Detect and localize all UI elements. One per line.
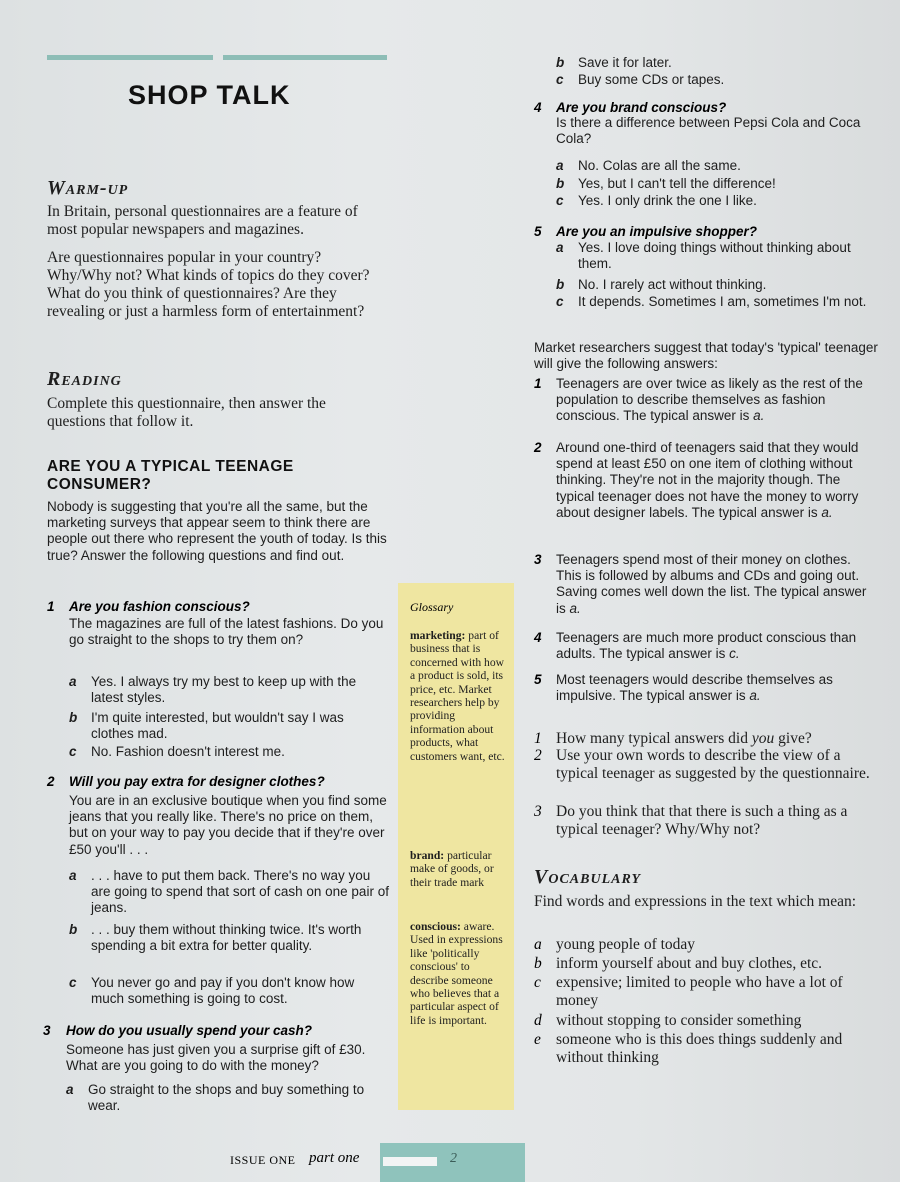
glossary-box xyxy=(398,583,514,1110)
option-1c xyxy=(69,744,389,760)
option-3a xyxy=(66,1082,388,1114)
option-letter: a xyxy=(556,240,564,255)
footer-issue: ISSUE ONE xyxy=(230,1153,296,1167)
warmup-paragraph-2: Are questionnaires popular in your country? Why/Why not? What kinds of topics do they cover? What do you think of questionnaires? Are they revealing or just a harmless form of entertainment? xyxy=(47,249,370,320)
vocab-letter-c: c xyxy=(534,974,541,991)
option-text: Yes. I always try my best to keep up with the latest styles. xyxy=(91,674,357,706)
option-3b xyxy=(556,55,876,71)
option-letter: c xyxy=(556,294,564,309)
question-number: 1 xyxy=(47,599,55,614)
followup-text: How many typical answers did xyxy=(556,730,752,747)
question-body: You are in an exclusive boutique when you find some jeans that you really like. There's no price on them, but on your way to pay you decide that if they're over £50 you'll . . . xyxy=(69,793,387,857)
result-number-4: 4 xyxy=(534,630,542,645)
glossary-definition: part of business that is concerned with how a product is sold, its price, etc. Market researchers help by providing information about products, what customers want, etc. xyxy=(410,629,505,763)
warmup-heading: Warm-up xyxy=(47,177,129,199)
option-letter: b xyxy=(556,55,565,70)
option-5a xyxy=(556,240,881,272)
option-3c xyxy=(556,72,876,88)
option-text: Yes. I only drink the one I like. xyxy=(578,193,757,208)
option-letter: a xyxy=(66,1082,74,1097)
reading-paragraph: Complete this questionnaire, then answer the questions that follow it. xyxy=(47,395,326,430)
option-5b xyxy=(556,277,881,293)
header-rule-left xyxy=(47,55,213,60)
option-text: Yes, but I can't tell the difference! xyxy=(578,176,776,191)
result-4 xyxy=(556,630,878,662)
glossary-title: Glossary xyxy=(410,600,454,614)
option-text: . . . buy them without thinking twice. It's worth spending a bit extra for better quality. xyxy=(91,922,362,954)
followup-number-2: 2 xyxy=(534,747,542,764)
vocab-item-e: someone who is this does things suddenly and without thinking xyxy=(556,1031,843,1066)
vocab-letter-a: a xyxy=(534,936,542,953)
option-2b xyxy=(69,922,389,954)
question-3 xyxy=(40,1023,392,1123)
option-4c xyxy=(556,193,881,209)
result-answer: c. xyxy=(729,646,740,662)
option-letter: a xyxy=(556,158,564,173)
result-5 xyxy=(556,672,878,704)
option-text: Buy some CDs or tapes. xyxy=(578,72,725,87)
option-letter: b xyxy=(69,922,78,937)
option-letter: b xyxy=(556,176,565,191)
option-2a xyxy=(69,868,389,917)
questionnaire-intro: Nobody is suggesting that you're all the same, but the marketing surveys that appear seem to think there are people out there who represent the youth of today. Is this true? Answer the following questions and find out. xyxy=(47,499,387,563)
question-body: Someone has just given you a surprise gift of £30. What are you going to do with the money? xyxy=(66,1042,366,1074)
question-number: 2 xyxy=(47,774,55,789)
questionnaire-title: ARE YOU A TYPICAL TEENAGE CONSUMER? xyxy=(47,458,294,493)
result-number-5: 5 xyxy=(534,672,542,687)
followup-question-2: Use your own words to describe the view of a typical teenager as suggested by the questionnaire. xyxy=(556,747,870,782)
result-text: Around one-third of teenagers said that they would spend at least £50 on one item of clothing without thinking. They're not in the majority though. The typical teenager does not have the money to worry about designer labels. The typical answer is xyxy=(556,440,859,520)
option-text: No. I rarely act without thinking. xyxy=(578,277,767,292)
question-body: Is there a difference between Pepsi Cola and Coca Cola? xyxy=(556,115,861,147)
result-2 xyxy=(556,440,878,521)
option-1b xyxy=(69,710,389,742)
option-text: No. Colas are all the same. xyxy=(578,158,741,173)
option-text: Go straight to the shops and buy something to wear. xyxy=(88,1082,365,1114)
option-letter: c xyxy=(69,975,77,990)
vocab-item-a: young people of today xyxy=(556,936,696,953)
option-text: Save it for later. xyxy=(578,55,672,70)
followup-question-3: Do you think that that there is such a thing as a typical teenager? Why/Why not? xyxy=(556,803,848,838)
option-2c xyxy=(69,975,389,1007)
results-intro: Market researchers suggest that today's 'typical' teenager will give the following answers: xyxy=(534,340,878,372)
question-2 xyxy=(47,774,392,1014)
option-text: It depends. Sometimes I am, sometimes I'm not. xyxy=(578,294,867,309)
result-number-2: 2 xyxy=(534,440,542,455)
vocab-item-c: expensive; limited to people who have a lot of money xyxy=(556,974,843,1009)
followup-question-1 xyxy=(556,730,876,748)
result-number-1: 1 xyxy=(534,376,542,391)
vocabulary-heading: Vocabulary xyxy=(534,866,642,888)
followup-emphasis: you xyxy=(751,730,775,747)
result-answer: a. xyxy=(821,504,833,520)
result-text: Most teenagers would describe themselves as impulsive. The typical answer is xyxy=(556,672,833,704)
option-1a xyxy=(69,674,389,706)
option-text: You never go and pay if you don't know how much something is going to cost. xyxy=(91,975,355,1007)
vocab-letter-b: b xyxy=(534,955,542,972)
followup-number-3: 3 xyxy=(534,803,542,820)
option-text: . . . have to put them back. There's no way you are going to spend that sort of cash on one pair of jeans. xyxy=(91,868,389,916)
header-rule-right xyxy=(223,55,387,60)
glossary-term: brand: xyxy=(410,849,445,862)
show-through-print xyxy=(329,28,565,100)
warmup-paragraph-1: In Britain, personal questionnaires are a feature of most popular newspapers and magazines. xyxy=(47,203,358,238)
question-number: 5 xyxy=(534,224,542,239)
glossary-term: marketing: xyxy=(410,629,466,642)
result-number-3: 3 xyxy=(534,552,542,567)
question-4 xyxy=(534,100,884,212)
footer-part: part one xyxy=(309,1150,360,1166)
glossary-entry-brand xyxy=(410,849,510,889)
option-letter: a xyxy=(69,868,77,883)
glossary-entry-conscious xyxy=(410,920,510,1027)
option-letter: b xyxy=(556,277,565,292)
glossary-term: conscious: xyxy=(410,920,461,933)
option-letter: c xyxy=(556,72,564,87)
result-answer: a. xyxy=(749,688,761,704)
vocab-letter-e: e xyxy=(534,1031,541,1048)
vocab-letter-d: d xyxy=(534,1012,542,1029)
question-1 xyxy=(47,599,392,764)
followup-text-end: give? xyxy=(774,730,812,747)
question-heading: How do you usually spend your cash? xyxy=(66,1023,313,1038)
glossary-definition: aware. Used in expressions like 'politically conscious' to describe someone who believes that a particular aspect of life is important. xyxy=(410,920,503,1027)
question-heading: Are you brand conscious? xyxy=(556,100,727,115)
followup-number-1: 1 xyxy=(534,730,542,747)
glossary-entry-marketing xyxy=(410,629,510,763)
page-number: 2 xyxy=(450,1151,457,1166)
vocab-item-d: without stopping to consider something xyxy=(556,1012,802,1029)
option-5c xyxy=(556,294,881,310)
result-text: Teenagers are over twice as likely as the rest of the population to describe themselves as fashion conscious. The typical answer is xyxy=(556,376,863,424)
question-body: The magazines are full of the latest fashions. Do you go straight to the shops to try them on? xyxy=(69,616,384,648)
result-3 xyxy=(556,552,878,617)
question-heading: Are you an impulsive shopper? xyxy=(556,224,758,239)
option-letter: a xyxy=(69,674,77,689)
footer-white-strip xyxy=(383,1157,437,1166)
result-text: Teenagers spend most of their money on clothes. This is followed by albums and CDs and going out. Saving comes well down the list. The typical answer is xyxy=(556,552,867,616)
result-answer: a. xyxy=(753,408,765,424)
reading-heading: Reading xyxy=(47,368,122,390)
option-text: I'm quite interested, but wouldn't say I was clothes mad. xyxy=(91,710,344,742)
glossary-definition: particular make of goods, or their trade mark xyxy=(410,849,494,889)
page-title: SHOP TALK xyxy=(128,80,291,110)
result-answer: a. xyxy=(569,600,581,616)
question-number: 3 xyxy=(43,1023,51,1038)
option-letter: c xyxy=(69,744,77,759)
question-number: 4 xyxy=(534,100,542,115)
vocabulary-intro: Find words and expressions in the text which mean: xyxy=(534,893,857,910)
option-letter: b xyxy=(69,710,78,725)
option-text: Yes. I love doing things without thinking about them. xyxy=(578,240,851,272)
result-text: Teenagers are much more product conscious than adults. The typical answer is xyxy=(556,630,857,662)
question-5 xyxy=(534,224,884,334)
option-4a xyxy=(556,158,881,174)
option-letter: c xyxy=(556,193,564,208)
option-text: No. Fashion doesn't interest me. xyxy=(91,744,285,759)
option-4b xyxy=(556,176,881,192)
vocab-item-b: inform yourself about and buy clothes, etc. xyxy=(556,955,823,972)
question-heading: Will you pay extra for designer clothes? xyxy=(69,774,325,789)
question-heading: Are you fashion conscious? xyxy=(69,599,250,614)
result-1 xyxy=(556,376,878,425)
